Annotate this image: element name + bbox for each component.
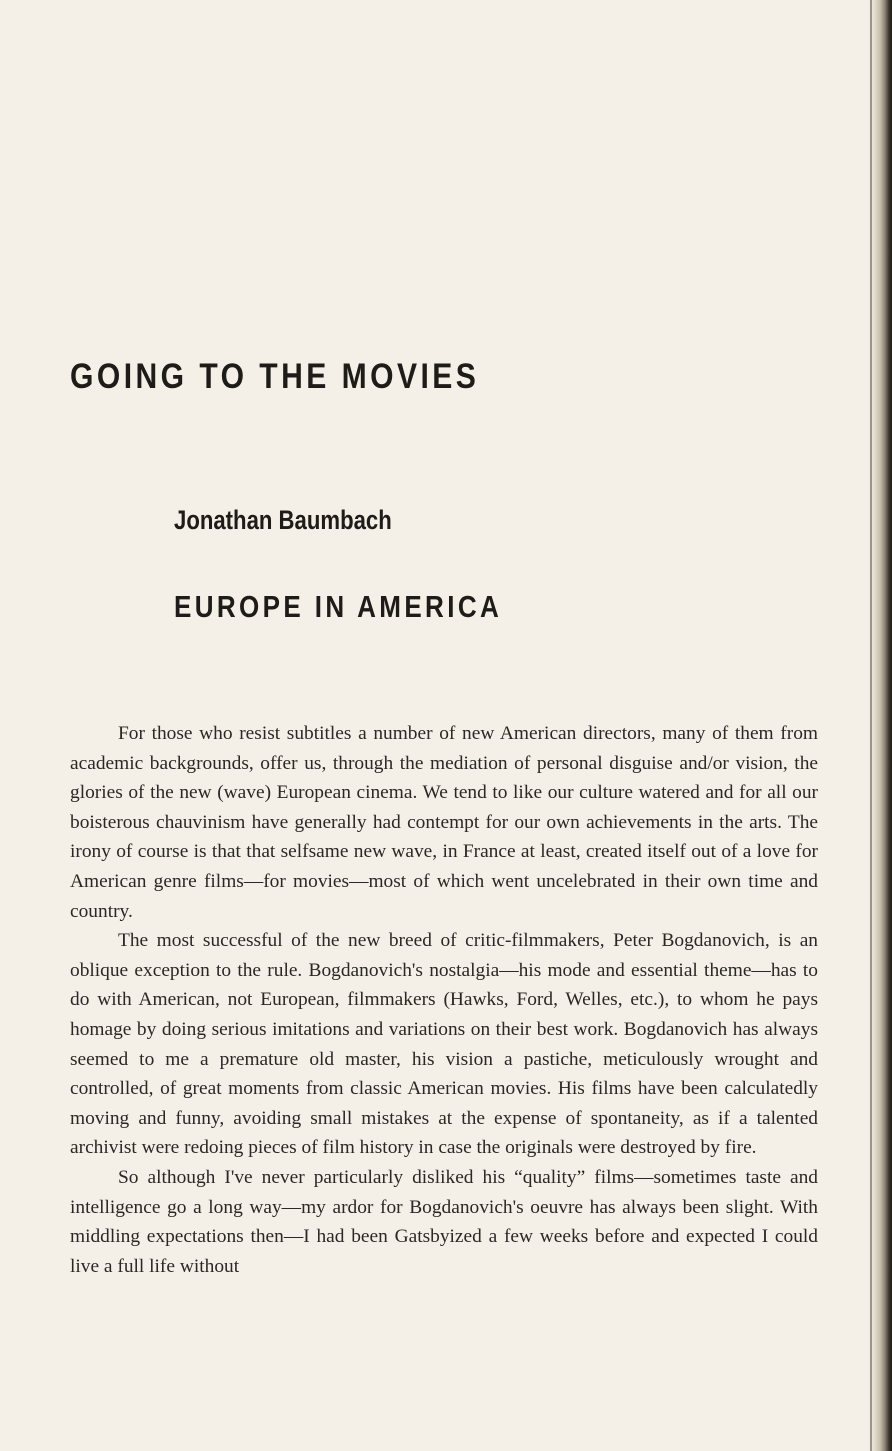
paragraph: So although I've never particularly disliked his “quality” films—sometimes taste and intelligence go a long way—my ardor for Bogdanovich's oeuvre has always been slight. With middling expectations then—I had been Gatsbyized a few weeks before and expected I could live a full life without [70,1166,818,1277]
essay-body [70,719,818,1281]
section-title: GOING TO THE MOVIES [70,357,480,396]
essay-title: EUROPE IN AMERICA [174,589,503,624]
paragraph: For those who resist subtitles a number of new American directors, many of them from academic backgrounds, offer us, through the mediation of personal disguise and/or vision, the glories of the new (wave) European cinema. We tend to like our culture watered and for all our boisterous chauvinism have generally had contempt for our own achievements in the arts. The irony of course is that that selfsame new wave, in France at least, created itself out of a love for American genre films—for movies—most of which went uncelebrated in their own time and country. [70,723,818,922]
binding-shadow-line [870,0,872,1451]
paragraph: The most successful of the new breed of critic-filmmakers, Peter Bogdanovich, is an oblique exception to the rule. Bogdanovich's nostalgia—his mode and essential theme—has to do with American, not European, filmmakers (Hawks, Ford, Welles, etc.), to whom he pays homage by doing serious imitations and variations on their best work. Bogdanovich has always seemed to me a premature old master, his vision a pastiche, meticulously wrought and controlled, of great moments from classic American movies. His films have been calculatedly moving and funny, avoiding small mistakes at the expense of spontaneity, as if a talented archivist were redoing pieces of film history in case the originals were destroyed by fire. [70,930,818,1159]
author-name: Jonathan Baumbach [174,505,392,535]
